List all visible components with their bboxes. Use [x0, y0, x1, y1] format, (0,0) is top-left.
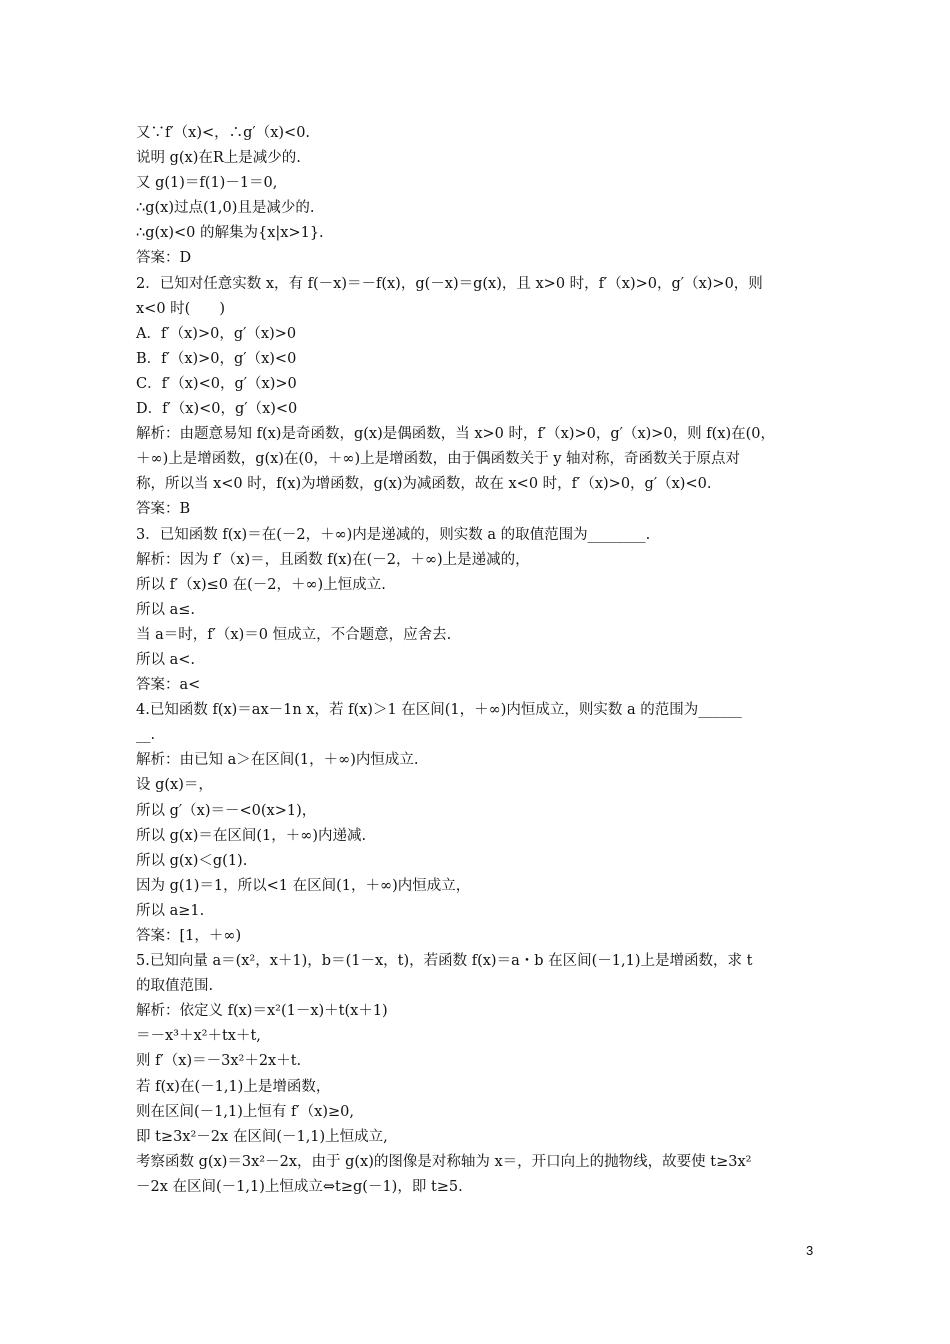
text-line: 答案：[1，＋∞): [136, 928, 242, 944]
text-line: 2．已知对任意实数 x，有 f(－x)＝－f(x)，g(－x)＝g(x)，且 x>0 时，f′（x)>0，g′（x)>0，则: [136, 275, 763, 292]
text-line: x<0 时( ): [136, 300, 225, 317]
text-line: 所以 g′（x)＝－<0(x>1)，: [136, 802, 317, 819]
text-line: 解析：依定义 f(x)＝x²(1－x)＋t(x＋1): [136, 1003, 388, 1020]
text-line: 4.已知函数 f(x)＝ax－1n x，若 f(x)＞1 在区间(1，＋∞)内恒成立，则实数 a 的范围为______: [136, 702, 742, 719]
text-line: 答案：D: [136, 250, 192, 267]
text-line: 又∵f′（x)<，∴g′（x)<0.: [136, 125, 311, 141]
text-line: 即 t≥3x²－2x 在区间(－1,1)上恒成立,: [136, 1128, 388, 1145]
text-line: 若 f(x)在(－1,1)上是增函数，: [136, 1078, 331, 1095]
text-line: A．f′（x)>0，g′（x)>0: [136, 325, 297, 342]
text-line: ＝－x³＋x²＋tx＋t,: [136, 1028, 261, 1045]
text-line: 答案：a<: [136, 677, 201, 694]
page-number: 3: [806, 1243, 814, 1258]
text-line: ∴g(x)过点(1,0)且是减少的.: [136, 200, 315, 217]
text-line: 所以 g(x)＜g(1).: [136, 852, 248, 869]
page-content: [136, 121, 826, 1200]
text-line: 的取值范围.: [136, 978, 214, 995]
text-line: 所以 g(x)＝在区间(1，＋∞)内递减.: [136, 827, 367, 844]
text-line: 解析：由已知 a＞在区间(1，＋∞)内恒成立.: [136, 752, 419, 769]
text-line: 称，所以当 x<0 时，f(x)为增函数，g(x)为减函数，故在 x<0 时，f′（x)>0，g′（x)<0.: [136, 476, 712, 493]
text-line: 又 g(1)＝f(1)－1＝0,: [136, 175, 278, 192]
text-line: 因为 g(1)＝1，所以<1 在区间(1，＋∞)内恒成立，: [136, 877, 471, 894]
text-line: __.: [136, 727, 156, 744]
text-line: 所以 a≥1.: [136, 902, 205, 919]
text-line: 设 g(x)＝，: [136, 777, 213, 794]
text-line: －2x 在区间(－1,1)上恒成立⇔t≥g(－1)，即 t≥5.: [136, 1178, 463, 1195]
text-line: 5.已知向量 a＝(x²，x＋1)，b＝(1－x，t)，若函数 f(x)＝a・b 在区间(－1,1)上是增函数，求 t: [136, 953, 753, 970]
text-line: 说明 g(x)在R上是减少的.: [136, 150, 301, 167]
text-line: B．f′（x)>0，g′（x)<0: [136, 350, 297, 367]
text-line: 当 a＝时，f′（x)＝0 恒成立，不合题意，应舍去.: [136, 626, 452, 643]
text-line: 所以 a≤.: [136, 601, 196, 618]
text-line: 所以 a<.: [136, 651, 196, 668]
text-line: 答案：B: [136, 501, 191, 518]
text-line: D．f′（x)<0，g′（x)<0: [136, 401, 298, 418]
text-line: 解析：由题意易知 f(x)是奇函数，g(x)是偶函数，当 x>0 时，f′（x)>0，g′（x)>0，则 f(x)在(0，: [136, 426, 776, 443]
text-line: ＋∞)上是增函数，g(x)在(0，＋∞)上是增函数，由于偶函数关于 y 轴对称，奇函数关于原点对: [136, 451, 741, 468]
text-line: ∴g(x)<0 的解集为{x|x>1}.: [136, 225, 324, 242]
text-line: 3．已知函数 f(x)＝在(－2，＋∞)内是递减的，则实数 a 的取值范围为________.: [136, 526, 651, 543]
text-line: 则在区间(－1,1)上恒有 f′（x)≥0,: [136, 1103, 354, 1120]
text-line: C．f′（x)<0，g′（x)>0: [136, 375, 297, 392]
text-line: 则 f′（x)＝－3x²＋2x＋t.: [136, 1053, 302, 1070]
text-line: 考察函数 g(x)＝3x²－2x，由于 g(x)的图像是对称轴为 x＝，开口向上的抛物线，故要使 t≥3x²: [136, 1153, 752, 1170]
text-line: 所以 f′（x)≤0 在(－2，＋∞)上恒成立.: [136, 576, 386, 593]
text-line: 解析：因为 f′（x)＝，且函数 f(x)在(－2，＋∞)上是递减的，: [136, 551, 530, 568]
